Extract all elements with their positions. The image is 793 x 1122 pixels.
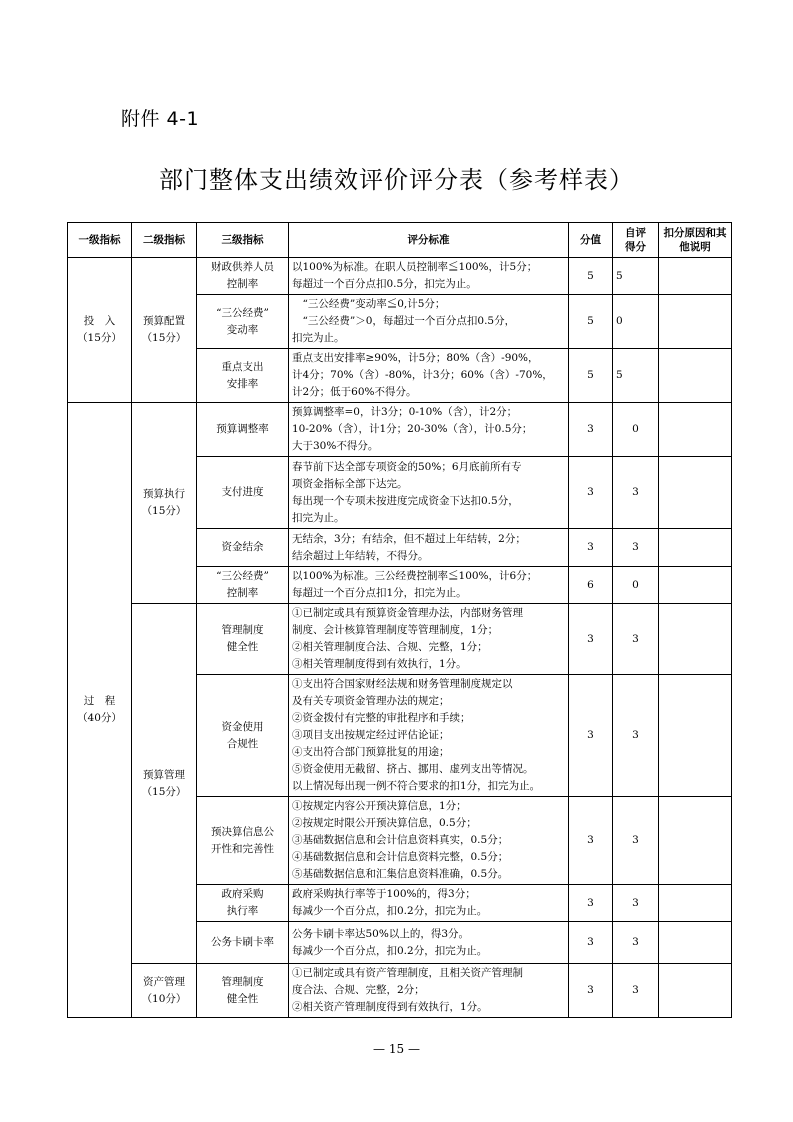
scoring-table bbox=[67, 222, 732, 1018]
self-score-label: 自评得分 bbox=[625, 227, 646, 253]
notes-cell bbox=[659, 349, 732, 403]
notes-cell bbox=[659, 258, 732, 295]
self-score-cell: 3 bbox=[613, 529, 659, 567]
notes-label: 扣分原因和其他说明 bbox=[663, 227, 727, 253]
criteria-cell: 春节前下达全部专项资金的50%；6月底前所有专 项资金指标全部下达完。 每出现一个专项未按进度完成资金下达扣0.5分， 扣完为止。 bbox=[289, 457, 569, 529]
criteria-cell: ①按规定内容公开预决算信息，1分； ②按规定时限公开预决算信息，0.5分； ③基础数据信息和会计信息资料真实，0.5分； ④基础数据信息和会计信息资料完整，0.5分； ⑤基础数据信息和汇集信息资料准确，0.5分。 bbox=[289, 797, 569, 885]
header-self-score bbox=[613, 223, 659, 258]
notes-cell bbox=[659, 964, 732, 1018]
criteria-cell: ①已制定或具有资产管理制度，且相关资产管理制 度合法、合规、完整，2分； ②相关资产管理制度得到有效执行，1分。 bbox=[289, 964, 569, 1018]
notes-cell bbox=[659, 797, 732, 885]
table-row bbox=[68, 604, 732, 675]
notes-cell bbox=[659, 529, 732, 567]
page-title: 部门整体支出绩效评价评分表（参考样表） bbox=[159, 166, 634, 194]
score-cell: 6 bbox=[569, 567, 613, 604]
score-cell: 5 bbox=[569, 349, 613, 403]
level3-cell: 管理制度 健全性 bbox=[197, 604, 289, 675]
level1-process: 过 程 （40分） bbox=[68, 403, 132, 1018]
notes-cell bbox=[659, 567, 732, 604]
header-level3: 三级指标 bbox=[197, 223, 289, 258]
self-score-cell: 5 bbox=[613, 349, 659, 403]
self-score-cell: 0 bbox=[613, 567, 659, 604]
table-row bbox=[68, 403, 732, 457]
level3-cell: 资金使用 合规性 bbox=[197, 675, 289, 797]
header-criteria: 评分标准 bbox=[289, 223, 569, 258]
score-cell: 3 bbox=[569, 457, 613, 529]
level3-cell: 资金结余 bbox=[197, 529, 289, 567]
notes-cell bbox=[659, 675, 732, 797]
level3-cell: 预决算信息公 开性和完善性 bbox=[197, 797, 289, 885]
page-number: — 15 — bbox=[373, 1042, 420, 1056]
attachment-label: 附件 4-1 bbox=[121, 108, 200, 130]
notes-cell bbox=[659, 885, 732, 922]
notes-cell bbox=[659, 457, 732, 529]
score-cell: 3 bbox=[569, 885, 613, 922]
score-cell: 3 bbox=[569, 529, 613, 567]
criteria-cell: 政府采购执行率等于100%的，得3分； 每减少一个百分点，扣0.2分，扣完为止。 bbox=[289, 885, 569, 922]
header-score: 分值 bbox=[569, 223, 613, 258]
self-score-cell: 3 bbox=[613, 922, 659, 964]
table-header-row bbox=[68, 223, 732, 258]
self-score-cell: 3 bbox=[613, 885, 659, 922]
notes-cell bbox=[659, 604, 732, 675]
criteria-cell: 以100%为标准。在职人员控制率≦100%，计5分； 每超过一个百分点扣0.5分，扣完为止。 bbox=[289, 258, 569, 295]
level2-budget-execution: 预算执行 （15分） bbox=[132, 403, 197, 604]
criteria-cell: 公务卡刷卡率达50%以上的，得3分。 每减少一个百分点，扣0.2分，扣完为止。 bbox=[289, 922, 569, 964]
criteria-cell: 以100%为标准。三公经费控制率≦100%，计6分； 每超过一个百分点扣1分，扣完为止。 bbox=[289, 567, 569, 604]
criteria-cell: ①支出符合国家财经法规和财务管理制度规定以 及有关专项资金管理办法的规定； ②资金拨付有完整的审批程序和手续； ③项目支出按规定经过评估论证； ④支出符合部门预算批复的用途； ⑤资金使用无截留、挤占、挪用、虚列支出等情况。 以上情况每出现一例不符合要求的扣1分，扣完为止。 bbox=[289, 675, 569, 797]
notes-cell bbox=[659, 403, 732, 457]
table-row bbox=[68, 964, 732, 1018]
self-score-cell: 3 bbox=[613, 797, 659, 885]
level3-cell: 公务卡刷卡率 bbox=[197, 922, 289, 964]
score-cell: 3 bbox=[569, 797, 613, 885]
notes-cell bbox=[659, 295, 732, 349]
self-score-cell: 0 bbox=[613, 295, 659, 349]
self-score-cell: 3 bbox=[613, 457, 659, 529]
self-score-cell: 5 bbox=[613, 258, 659, 295]
level3-cell: 管理制度 健全性 bbox=[197, 964, 289, 1018]
header-level2: 二级指标 bbox=[132, 223, 197, 258]
table-row bbox=[68, 258, 732, 295]
self-score-cell: 3 bbox=[613, 964, 659, 1018]
level2-budget-allocation: 预算配置 （15分） bbox=[132, 258, 197, 403]
score-cell: 3 bbox=[569, 675, 613, 797]
level3-cell: 财政供养人员 控制率 bbox=[197, 258, 289, 295]
level3-cell: 预算调整率 bbox=[197, 403, 289, 457]
score-cell: 5 bbox=[569, 295, 613, 349]
criteria-cell: 无结余，3分；有结余，但不超过上年结转，2分； 结余超过上年结转，不得分。 bbox=[289, 529, 569, 567]
score-cell: 3 bbox=[569, 964, 613, 1018]
level3-cell: 支付进度 bbox=[197, 457, 289, 529]
header-level1: 一级指标 bbox=[68, 223, 132, 258]
self-score-cell: 3 bbox=[613, 675, 659, 797]
header-notes bbox=[659, 223, 732, 258]
level2-asset-management: 资产管理 （10分） bbox=[132, 964, 197, 1018]
self-score-cell: 0 bbox=[613, 403, 659, 457]
score-cell: 3 bbox=[569, 922, 613, 964]
score-cell: 5 bbox=[569, 258, 613, 295]
level1-input: 投 入 （15分） bbox=[68, 258, 132, 403]
criteria-cell: 预算调整率=0，计3分；0-10%（含），计2分； 10-20%（含），计1分；20-30%（含），计0.5分； 大于30%不得分。 bbox=[289, 403, 569, 457]
level3-cell: 重点支出 安排率 bbox=[197, 349, 289, 403]
score-cell: 3 bbox=[569, 604, 613, 675]
notes-cell bbox=[659, 922, 732, 964]
criteria-cell: “三公经费”变动率≦0,计5分； “三公经费”＞0，每超过一个百分点扣0.5分， 扣完为止。 bbox=[289, 295, 569, 349]
score-cell: 3 bbox=[569, 403, 613, 457]
level3-cell: “三公经费” 变动率 bbox=[197, 295, 289, 349]
criteria-cell: 重点支出安排率≥90%，计5分；80%（含）-90%， 计4分；70%（含）-80%，计3分；60%（含）-70%， 计2分；低于60%不得分。 bbox=[289, 349, 569, 403]
self-score-cell: 3 bbox=[613, 604, 659, 675]
level2-budget-management: 预算管理 （15分） bbox=[132, 604, 197, 964]
criteria-cell: ①已制定或具有预算资金管理办法，内部财务管理 制度、会计核算管理制度等管理制度，1分； ②相关管理制度合法、合规、完整，1分； ③相关管理制度得到有效执行，1分。 bbox=[289, 604, 569, 675]
level3-cell: “三公经费” 控制率 bbox=[197, 567, 289, 604]
level3-cell: 政府采购 执行率 bbox=[197, 885, 289, 922]
